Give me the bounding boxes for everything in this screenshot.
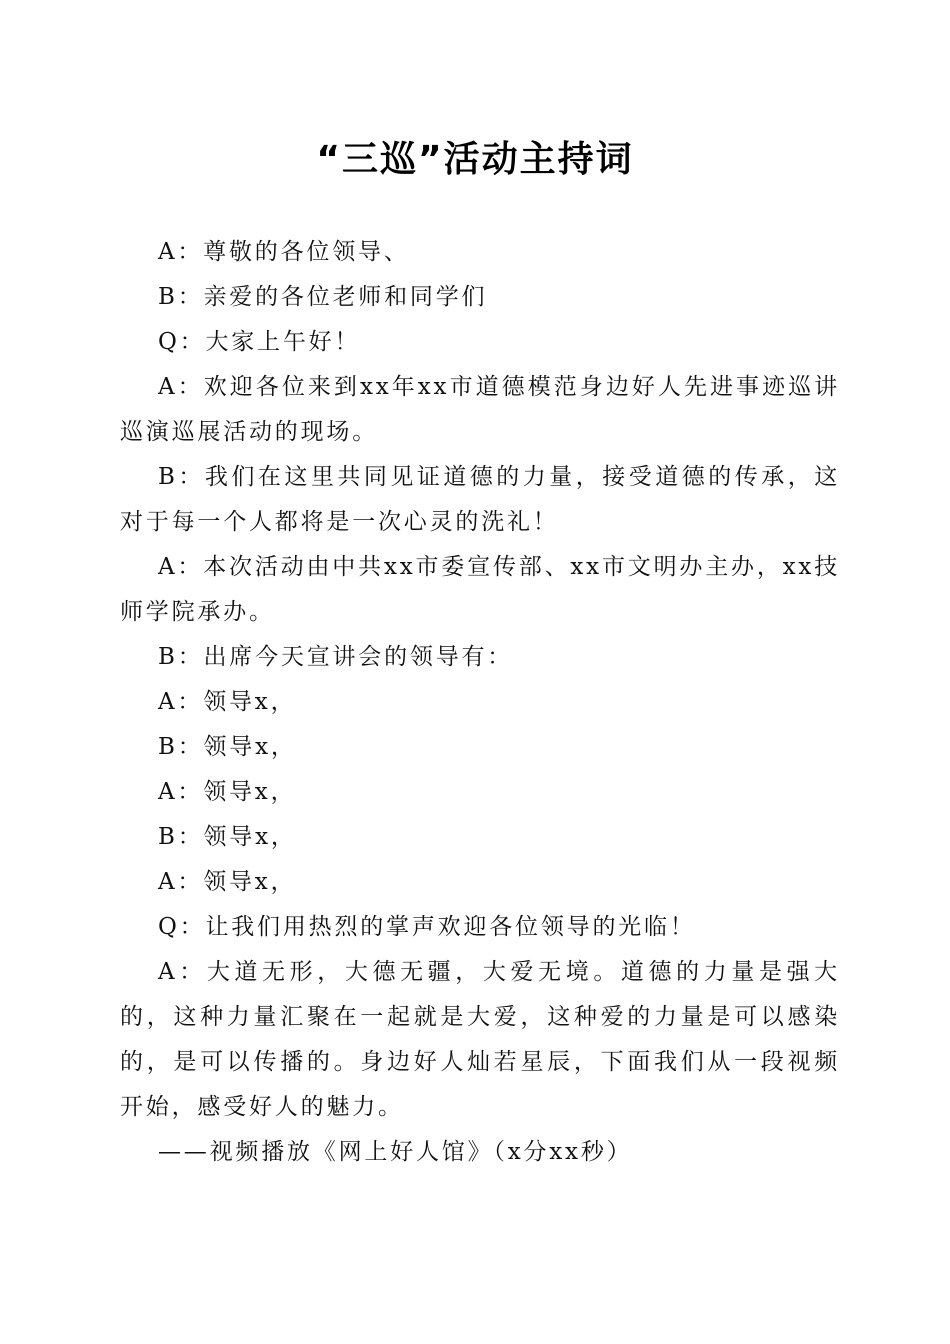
paragraph-attending-leaders: B：出席今天宣讲会的领导有： xyxy=(158,644,514,670)
paragraph-video-note: ——视频播放《网上好人馆》（x分xx秒） xyxy=(158,1139,633,1165)
paragraph-witness: B：我们在这里共同见证道德的力量，接受道德的传承，这对于每一个人都将是一次心灵的洗礼！ xyxy=(120,464,840,535)
paragraph-applause: Q：让我们用热烈的掌声欢迎各位领导的光临！ xyxy=(158,914,696,940)
paragraph-organizers: A：本次活动由中共xx市委宣传部、xx市文明办主办，xx技师学院承办。 xyxy=(120,554,840,625)
paragraph-moral-power: A：大道无形，大德无疆，大爱无境。道德的力量是强大的，这种力量汇聚在一起就是大爱，这种爱的力量是可以感染的，是可以传播的。身边好人灿若星辰，下面我们从一段视频开始，感受好人的魅力。 xyxy=(120,959,840,1120)
paragraph-greeting-leaders: A：尊敬的各位领导、 xyxy=(158,239,410,265)
document-body xyxy=(120,230,840,1175)
paragraph-good-morning: Q：大家上午好！ xyxy=(158,329,361,355)
paragraph-welcome: A：欢迎各位来到xx年xx市道德模范身边好人先进事迹巡讲巡演巡展活动的现场。 xyxy=(120,374,840,445)
paragraph-leader-1: A：领导x， xyxy=(158,689,297,715)
document-title: “三巡”活动主持词 xyxy=(316,139,634,180)
paragraph-leader-2: B：领导x， xyxy=(158,734,297,760)
paragraph-greeting-teachers: B：亲爱的各位老师和同学们 xyxy=(158,284,488,310)
paragraph-leader-4: B：领导x， xyxy=(158,824,297,850)
paragraph-leader-5: A：领导x， xyxy=(158,869,297,895)
paragraph-leader-3: A：领导x， xyxy=(158,779,297,805)
